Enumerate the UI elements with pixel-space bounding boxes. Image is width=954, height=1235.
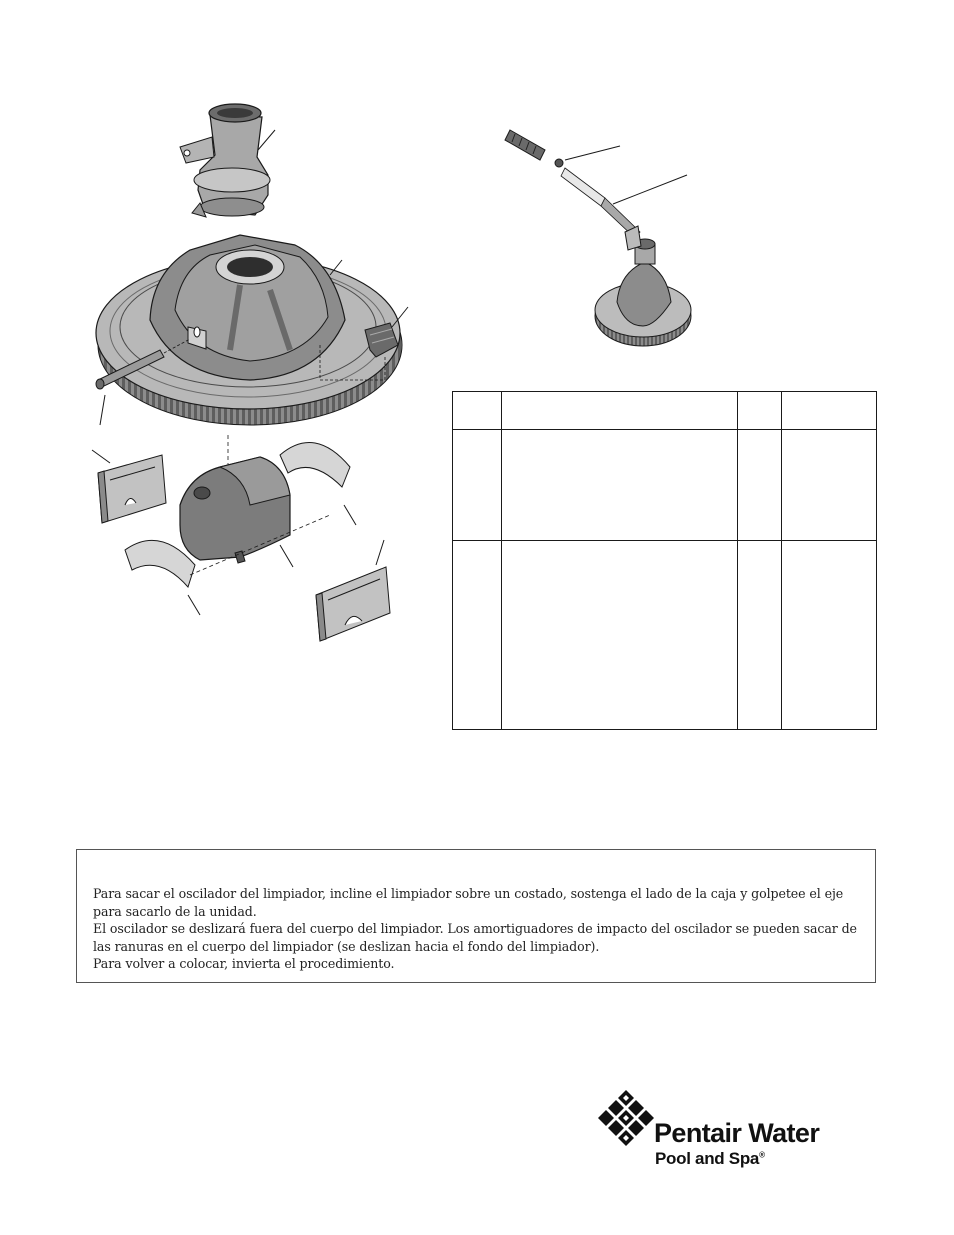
table-cell [453, 430, 502, 541]
handle-grip [505, 130, 563, 167]
instruction-paragraph-1: Para sacar el oscilador del limpiador, incline el limpiador sobre un costado, sostenga el lado de la caja y golpetee el eje para sacarlo de la unidad. [93, 886, 844, 919]
exploded-parts-illustration [80, 95, 420, 655]
table-cell [738, 430, 782, 541]
shock-bumper-top [280, 443, 350, 488]
header-cell [453, 392, 502, 430]
table-header-row [453, 392, 877, 430]
assembled-cleaner-illustration [495, 120, 715, 360]
header-cell [738, 392, 782, 430]
instruction-box [76, 849, 876, 983]
shock-bumper-bottom [125, 540, 195, 587]
table-cell [782, 430, 877, 541]
pentair-diamond-icon [598, 1088, 654, 1150]
header-cell [502, 392, 738, 430]
oscillator [180, 457, 290, 563]
logo-subtitle [655, 1149, 765, 1169]
table-cell [738, 541, 782, 730]
parts-list-table [452, 391, 877, 730]
instruction-text [93, 885, 863, 973]
extension-pole [561, 168, 640, 238]
table-cell [453, 541, 502, 730]
hose-swivel-connector [180, 104, 270, 217]
mini-cleaner-body [595, 226, 691, 346]
table-cell [502, 541, 738, 730]
table-cell [502, 430, 738, 541]
cleaner-body [96, 235, 402, 425]
right-slot-block [316, 567, 390, 641]
instruction-paragraph-3: Para volver a colocar, invierta el procedimiento. [93, 956, 395, 972]
logo-subtitle-text: Pool and Spa [655, 1149, 760, 1168]
table-cell [782, 541, 877, 730]
registered-mark: ® [759, 1150, 765, 1160]
table-row [453, 430, 877, 541]
instruction-paragraph-2: El oscilador se deslizará fuera del cuerpo del limpiador. Los amortiguadores de impacto del oscilador se pueden sacar de las ranuras en el cuerpo del limpiador (se deslizan hacia el fondo del limpiador). [93, 921, 857, 954]
pentair-logo [598, 1088, 883, 1178]
table-row [453, 541, 877, 730]
header-cell [782, 392, 877, 430]
left-slot-block [98, 455, 166, 523]
logo-name: Pentair Water [654, 1118, 820, 1148]
